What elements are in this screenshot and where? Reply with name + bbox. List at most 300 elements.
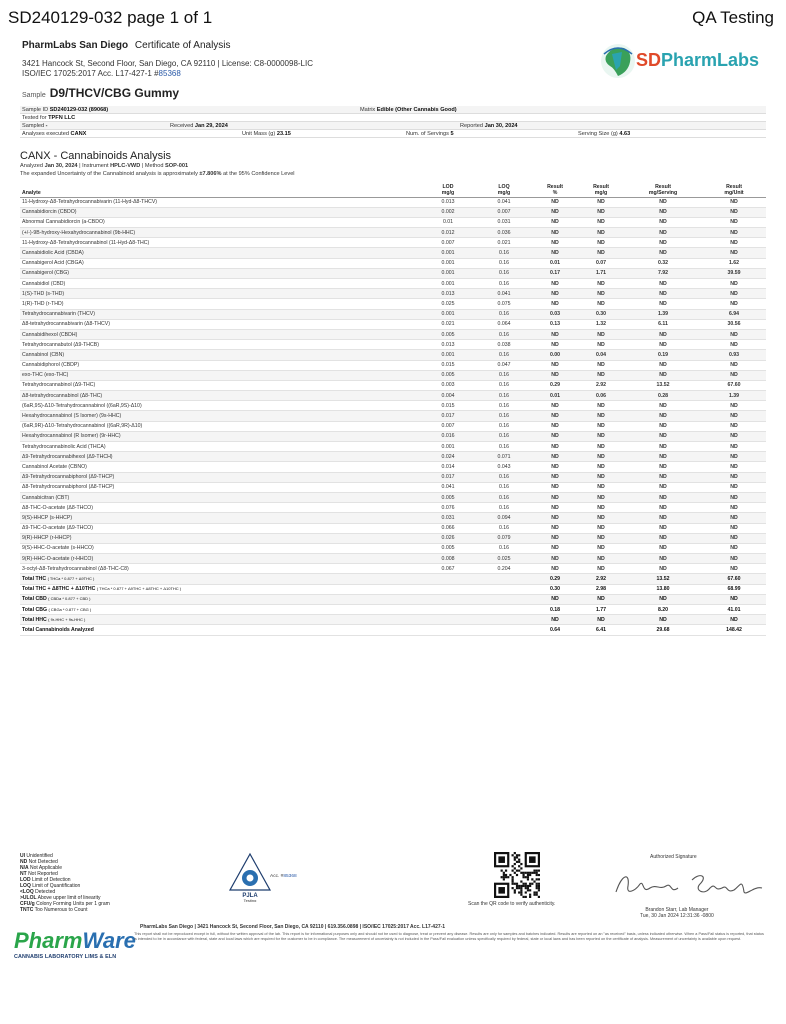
table-row: [20, 248, 766, 258]
cell-analyte: Cannabidiolic Acid (CBDA): [20, 248, 420, 258]
cell-result-pct: ND: [532, 279, 578, 289]
total-value: 13.80: [624, 584, 702, 594]
report-title: SD240129-032 page 1 of 1: [8, 8, 213, 27]
table-row: [20, 452, 766, 462]
cell-result-serving: ND: [624, 472, 702, 482]
cell-lod: 0.005: [420, 492, 476, 502]
table-row: [20, 401, 766, 411]
cell-result-unit: ND: [702, 360, 766, 370]
col-result-serving: Result mg/Serving: [624, 181, 702, 197]
cell-loq: 0.041: [476, 289, 532, 299]
cell-analyte: Δ8-tetrahydrocannabivarin (Δ8-THCV): [20, 319, 420, 329]
cell-lod: 0.012: [420, 228, 476, 238]
table-row: [20, 360, 766, 370]
table-row: [20, 411, 766, 421]
legend-item: LOQ Limit of Quantification: [20, 883, 81, 889]
cell-analyte: 3-octyl-Δ8-Tetrahydrocannabinol (Δ8-THC-C8): [20, 564, 420, 574]
cell-loq: 0.16: [476, 503, 532, 513]
cell-result-serving: ND: [624, 279, 702, 289]
info-row: [20, 122, 766, 130]
cell-result-unit: ND: [702, 523, 766, 533]
cell-result-pct: ND: [532, 492, 578, 502]
cell-analyte: Cannabidiorcin (CBDO): [20, 207, 420, 217]
cell-loq: 0.16: [476, 442, 532, 452]
cell-empty: [420, 625, 476, 635]
cell-result-mgg: ND: [578, 238, 624, 248]
cell-result-unit: ND: [702, 431, 766, 441]
cell-result-pct: ND: [532, 513, 578, 523]
cell-result-pct: 0.01: [532, 391, 578, 401]
table-header-row: [20, 181, 766, 197]
cell-analyte: 1(R)-THD (r-THD): [20, 299, 420, 309]
cell-result-mgg: ND: [578, 554, 624, 564]
cell-result-mgg: ND: [578, 492, 624, 502]
cell-lod: 0.001: [420, 309, 476, 319]
logo-wordmark: [636, 50, 759, 71]
cell-analyte: Hexahydrocannabinol (S Isomer) (9s-HHC): [20, 411, 420, 421]
lab-name: PharmLabs San Diego: [22, 40, 129, 51]
cell-lod: 0.021: [420, 319, 476, 329]
table-row: [20, 380, 766, 390]
table-row: [20, 513, 766, 523]
total-value: 0.18: [532, 605, 578, 615]
cell-result-unit: 1.62: [702, 258, 766, 268]
cell-result-pct: ND: [532, 442, 578, 452]
cell-analyte: Δ8-tetrahydrocannabinol (Δ8-THC): [20, 391, 420, 401]
cell-empty: [476, 625, 532, 635]
cell-result-pct: ND: [532, 217, 578, 227]
cell-lod: 0.01: [420, 217, 476, 227]
cell-lod: 0.001: [420, 248, 476, 258]
cell-result-mgg: ND: [578, 228, 624, 238]
cell-loq: 0.16: [476, 309, 532, 319]
cell-loq: 0.16: [476, 421, 532, 431]
table-row: [20, 533, 766, 543]
cell-result-serving: ND: [624, 442, 702, 452]
cell-result-serving: ND: [624, 340, 702, 350]
table-row: [20, 543, 766, 553]
table-row: [20, 258, 766, 268]
cell-analyte: Tetrahydrocannabinolic Acid (THCA): [20, 442, 420, 452]
cell-analyte: Cannabidiphorol (CBDP): [20, 360, 420, 370]
cell-loq: 0.036: [476, 228, 532, 238]
cell-result-mgg: ND: [578, 462, 624, 472]
pharmware-tagline: CANNABIS LABORATORY LIMS & ELN: [14, 954, 117, 960]
cell-lod: 0.007: [420, 421, 476, 431]
cell-lod: 0.003: [420, 380, 476, 390]
cell-result-serving: ND: [624, 360, 702, 370]
cell-result-pct: ND: [532, 431, 578, 441]
total-value: 41.01: [702, 605, 766, 615]
cell-loq: 0.038: [476, 340, 532, 350]
cell-result-serving: ND: [624, 431, 702, 441]
cell-result-unit: 39.59: [702, 268, 766, 278]
cell-analyte: 9(R)-HHCP (r-HHCP): [20, 533, 420, 543]
sample-heading: [22, 86, 179, 100]
cell-result-mgg: ND: [578, 421, 624, 431]
cell-result-pct: ND: [532, 533, 578, 543]
cell-result-serving: ND: [624, 238, 702, 248]
cell-lod: 0.014: [420, 462, 476, 472]
cell-lod: 0.013: [420, 197, 476, 207]
cell-loq: 0.041: [476, 197, 532, 207]
cell-result-unit: 6.94: [702, 309, 766, 319]
info-row: [20, 114, 766, 122]
cell-empty: [420, 605, 476, 615]
total-value: 0.30: [532, 584, 578, 594]
cell-analyte: Hexahydrocannabinol (R Isomer) (9r-HHC): [20, 431, 420, 441]
cell-result-mgg: 0.06: [578, 391, 624, 401]
cell-loq: 0.007: [476, 207, 532, 217]
sample-info-table: [20, 106, 766, 138]
cell-result-mgg: ND: [578, 299, 624, 309]
table-row: [20, 564, 766, 574]
legend-item: TNTC Too Numerous to Count: [20, 907, 88, 913]
handwritten-signature: [612, 866, 772, 907]
cell-result-mgg: 0.07: [578, 258, 624, 268]
cell-result-mgg: 0.30: [578, 309, 624, 319]
signer-info: [640, 907, 714, 919]
cell-result-mgg: ND: [578, 564, 624, 574]
cell-result-unit: ND: [702, 279, 766, 289]
cell-empty: [420, 615, 476, 625]
cell-loq: 0.16: [476, 279, 532, 289]
table-row: [20, 431, 766, 441]
cell-result-mgg: ND: [578, 411, 624, 421]
cell-result-serving: 7.92: [624, 268, 702, 278]
cell-result-unit: ND: [702, 472, 766, 482]
total-value: ND: [532, 594, 578, 604]
cell-lod: 0.031: [420, 513, 476, 523]
cell-result-serving: ND: [624, 452, 702, 462]
cell-result-serving: ND: [624, 289, 702, 299]
cell-result-mgg: ND: [578, 442, 624, 452]
cell-analyte: Cannabidihexol (CBDH): [20, 329, 420, 339]
cell-loq: 0.16: [476, 431, 532, 441]
table-row: [20, 340, 766, 350]
cell-result-pct: ND: [532, 503, 578, 513]
cell-result-mgg: ND: [578, 217, 624, 227]
cell-result-mgg: ND: [578, 248, 624, 258]
info-row: [20, 130, 766, 138]
pjla-testing-text: Testing: [243, 898, 257, 902]
reported-field: Reported Jan 30, 2024: [460, 123, 518, 129]
cell-loq: 0.021: [476, 238, 532, 248]
cell-analyte: 9(S)-HHCP (s-HHCP): [20, 513, 420, 523]
cell-result-serving: 0.32: [624, 258, 702, 268]
table-row: [20, 207, 766, 217]
serving-size-field: Serving Size (g) 4.63: [578, 131, 631, 137]
cell-loq: 0.16: [476, 401, 532, 411]
cell-loq: 0.075: [476, 299, 532, 309]
cell-result-pct: ND: [532, 360, 578, 370]
cell-loq: 0.16: [476, 411, 532, 421]
cell-analyte: (+/-)-9B-hydroxy-Hexahydrocannabinol (9b-HHC): [20, 228, 420, 238]
cell-result-unit: ND: [702, 238, 766, 248]
cell-loq: 0.094: [476, 513, 532, 523]
cell-analyte: Tetrahydrocannabivarin (THCV): [20, 309, 420, 319]
cell-result-mgg: ND: [578, 370, 624, 380]
iso-prefix: ISO/IEC 17025:2017 Acc. L17-427-1 #: [22, 69, 159, 78]
cell-loq: 0.047: [476, 360, 532, 370]
total-value: 68.99: [702, 584, 766, 594]
cell-lod: 0.001: [420, 279, 476, 289]
pjla-accreditation-badge: [228, 852, 298, 902]
lab-name-line: [22, 40, 231, 51]
total-value: ND: [702, 594, 766, 604]
cell-result-unit: 67.60: [702, 380, 766, 390]
total-value: 1.77: [578, 605, 624, 615]
table-row: [20, 319, 766, 329]
table-row: [20, 370, 766, 380]
cell-result-unit: 30.56: [702, 319, 766, 329]
cell-lod: 0.005: [420, 370, 476, 380]
cell-analyte: Cannabicitran (CBT): [20, 492, 420, 502]
total-label: Total THC ( THCa * 0.877 + Δ9THC ): [20, 574, 420, 584]
sample-name: D9/THCV/CBG Gummy: [49, 86, 180, 100]
cell-result-unit: ND: [702, 299, 766, 309]
cell-lod: 0.005: [420, 329, 476, 339]
cell-result-mgg: 2.92: [578, 380, 624, 390]
cell-analyte: Δ8-Tetrahydrocannabiphorol (Δ8-THCP): [20, 482, 420, 492]
cell-result-mgg: ND: [578, 207, 624, 217]
cell-result-mgg: ND: [578, 340, 624, 350]
cell-loq: 0.16: [476, 482, 532, 492]
total-row: [20, 615, 766, 625]
total-value: ND: [624, 615, 702, 625]
cell-result-unit: ND: [702, 503, 766, 513]
cell-result-serving: ND: [624, 462, 702, 472]
cell-loq: 0.16: [476, 523, 532, 533]
total-value: 6.41: [578, 625, 624, 635]
cell-loq: 0.16: [476, 370, 532, 380]
cell-lod: 0.015: [420, 360, 476, 370]
cell-empty: [476, 605, 532, 615]
cell-lod: 0.001: [420, 442, 476, 452]
cell-lod: 0.076: [420, 503, 476, 513]
cell-result-unit: ND: [702, 411, 766, 421]
total-label: Total THC + Δ8THC + Δ10THC ( THCa * 0.877 + Δ9THC + Δ8THC + Δ10THC ): [20, 584, 420, 594]
cell-lod: 0.017: [420, 411, 476, 421]
cell-result-unit: ND: [702, 492, 766, 502]
table-row: [20, 329, 766, 339]
cell-analyte: Abnormal Cannabidiorcin (a-CBDO): [20, 217, 420, 227]
cell-lod: 0.015: [420, 401, 476, 411]
cell-result-unit: ND: [702, 401, 766, 411]
cell-result-mgg: ND: [578, 533, 624, 543]
cell-analyte: Tetrahydrocannabutol (Δ9-THCB): [20, 340, 420, 350]
cell-analyte: 11-Hydroxy-Δ8-Tetrahydrocannabinol (11-Hyd-Δ8-THC): [20, 238, 420, 248]
cell-empty: [476, 594, 532, 604]
cell-result-mgg: ND: [578, 452, 624, 462]
table-row: [20, 228, 766, 238]
legend-item: >ULOL Above upper limit of linearity: [20, 895, 101, 901]
cell-lod: 0.005: [420, 543, 476, 553]
table-row: [20, 462, 766, 472]
cell-result-pct: ND: [532, 248, 578, 258]
table-row: [20, 492, 766, 502]
cell-result-unit: ND: [702, 513, 766, 523]
cell-analyte: Δ9-Tetrahydrocannabihexol (Δ9-THCH): [20, 452, 420, 462]
cell-result-pct: 0.00: [532, 350, 578, 360]
cell-result-unit: ND: [702, 248, 766, 258]
info-row: [20, 106, 766, 114]
pjla-acc-number: Acc. #85368: [270, 874, 297, 879]
cell-result-mgg: ND: [578, 472, 624, 482]
table-row: [20, 289, 766, 299]
cell-result-unit: ND: [702, 452, 766, 462]
cell-result-serving: ND: [624, 564, 702, 574]
signature-caption: Authorized Signature: [650, 854, 697, 860]
cell-result-pct: ND: [532, 207, 578, 217]
cell-result-mgg: ND: [578, 329, 624, 339]
legend-item: LOD Limit of Detection: [20, 877, 71, 883]
cell-result-mgg: ND: [578, 523, 624, 533]
table-row: [20, 421, 766, 431]
cell-result-mgg: 1.32: [578, 319, 624, 329]
pjla-text: PJLA: [242, 893, 258, 899]
cell-result-mgg: ND: [578, 431, 624, 441]
signature-date: Tue, 30 Jan 2024 12:31:36 -0800: [640, 913, 714, 919]
col-analyte: Analyte: [20, 181, 420, 197]
cell-lod: 0.013: [420, 289, 476, 299]
cell-analyte: Cannabigerol (CBG): [20, 268, 420, 278]
cell-lod: 0.017: [420, 472, 476, 482]
cell-result-mgg: ND: [578, 401, 624, 411]
total-row: [20, 574, 766, 584]
total-value: 29.68: [624, 625, 702, 635]
cell-result-mgg: ND: [578, 543, 624, 553]
california-map-icon: [598, 40, 638, 82]
tested-for-field: Tested for TPFN LLC: [22, 115, 76, 121]
pharmware-logo: [14, 928, 136, 962]
cell-analyte: 11-Hydroxy-Δ8-Tetrahydrocannabivarin (11-Hyd-Δ8-THCV): [20, 197, 420, 207]
col-result-pct: Result %: [532, 181, 578, 197]
cell-loq: 0.031: [476, 217, 532, 227]
table-row: [20, 554, 766, 564]
table-row: [20, 350, 766, 360]
cell-analyte: (6aR,9S)-Δ10-Tetrahydrocannabinol ((6aR,9S)-Δ10): [20, 401, 420, 411]
table-row: [20, 238, 766, 248]
iso-line: [22, 69, 313, 79]
cell-result-pct: ND: [532, 197, 578, 207]
table-row: [20, 279, 766, 289]
cell-result-unit: ND: [702, 442, 766, 452]
cell-result-pct: 0.17: [532, 268, 578, 278]
total-row: [20, 594, 766, 604]
cell-loq: 0.071: [476, 452, 532, 462]
cell-result-pct: ND: [532, 472, 578, 482]
received-field: Received Jan 29, 2024: [170, 123, 228, 129]
total-value: 67.60: [702, 574, 766, 584]
cell-result-unit: ND: [702, 228, 766, 238]
col-result-unit: Result mg/Unit: [702, 181, 766, 197]
cell-result-pct: ND: [532, 228, 578, 238]
cell-analyte: Cannabigerol Acid (CBGA): [20, 258, 420, 268]
cell-loq: 0.079: [476, 533, 532, 543]
cell-lod: 0.004: [420, 391, 476, 401]
cell-lod: 0.026: [420, 533, 476, 543]
cell-result-unit: ND: [702, 329, 766, 339]
signature-image: [612, 866, 772, 902]
cell-result-unit: ND: [702, 554, 766, 564]
table-row: [20, 391, 766, 401]
cell-analyte: Δ9-Tetrahydrocannabiphorol (Δ9-THCP): [20, 472, 420, 482]
cell-result-pct: ND: [532, 401, 578, 411]
iso-link[interactable]: 85368: [158, 69, 181, 78]
cell-result-serving: ND: [624, 533, 702, 543]
legend-item: N/A Not Applicable: [20, 865, 62, 871]
sdpharmlabs-logo: [598, 40, 768, 82]
analysis-title: CANX - Cannabinoids Analysis: [20, 150, 172, 162]
cell-analyte: Cannabidiol (CBD): [20, 279, 420, 289]
uncertainty-note: The expanded Uncertainty of the Cannabinoid analysis is approximately ±7.806% at the 95% Confidence Level: [20, 171, 295, 177]
cell-empty: [476, 615, 532, 625]
cell-result-mgg: 0.04: [578, 350, 624, 360]
verification-qr-code[interactable]: [494, 852, 540, 898]
cell-result-unit: 1.39: [702, 391, 766, 401]
servings-field: Num. of Servings 5: [406, 131, 454, 137]
analysis-meta: Analyzed Jan 30, 2024 | Instrument HPLC-VWD | Method SOP-001: [20, 163, 189, 169]
cell-result-unit: 0.93: [702, 350, 766, 360]
cell-lod: 0.013: [420, 340, 476, 350]
qa-testing-label: QA Testing: [692, 8, 774, 27]
cell-result-unit: ND: [702, 197, 766, 207]
results-table: [20, 181, 766, 636]
cell-result-serving: ND: [624, 217, 702, 227]
table-row: [20, 482, 766, 492]
cell-result-serving: ND: [624, 482, 702, 492]
footer-address: PharmLabs San Diego | 3421 Hancock St, Second Floor, San Diego, CA 92110 | 619.356.0898 | ISO/IEC 17025:2017 Acc. L17-427-1: [140, 924, 446, 930]
total-value: ND: [532, 615, 578, 625]
cell-analyte: exo-THC (exo-THC): [20, 370, 420, 380]
cell-loq: 0.025: [476, 554, 532, 564]
cell-result-serving: 0.28: [624, 391, 702, 401]
total-value: 8.20: [624, 605, 702, 615]
cell-result-unit: ND: [702, 207, 766, 217]
sample-label: Sample: [22, 92, 46, 99]
cell-loq: 0.16: [476, 248, 532, 258]
cell-result-unit: ND: [702, 340, 766, 350]
cell-result-serving: ND: [624, 401, 702, 411]
col-result-mgg: Result mg/g: [578, 181, 624, 197]
cell-result-serving: ND: [624, 492, 702, 502]
cell-result-pct: ND: [532, 482, 578, 492]
cell-result-pct: ND: [532, 554, 578, 564]
signer-name-title: Brandon Starr, Lab Manager: [645, 907, 709, 913]
table-row: [20, 503, 766, 513]
total-value: ND: [702, 615, 766, 625]
cell-result-mgg: ND: [578, 197, 624, 207]
total-value: ND: [578, 615, 624, 625]
total-value: 0.64: [532, 625, 578, 635]
cell-loq: 0.204: [476, 564, 532, 574]
cell-result-pct: ND: [532, 238, 578, 248]
cell-result-pct: ND: [532, 370, 578, 380]
abbreviation-legend: [20, 853, 110, 913]
total-value: 13.52: [624, 574, 702, 584]
cell-loq: 0.16: [476, 391, 532, 401]
cell-loq: 0.064: [476, 319, 532, 329]
cell-result-pct: ND: [532, 564, 578, 574]
cell-result-mgg: 1.71: [578, 268, 624, 278]
cell-result-serving: ND: [624, 523, 702, 533]
col-loq: LOQ mg/g: [476, 181, 532, 197]
cell-result-unit: ND: [702, 421, 766, 431]
cell-result-pct: 0.01: [532, 258, 578, 268]
cell-lod: 0.001: [420, 258, 476, 268]
cell-result-serving: ND: [624, 228, 702, 238]
